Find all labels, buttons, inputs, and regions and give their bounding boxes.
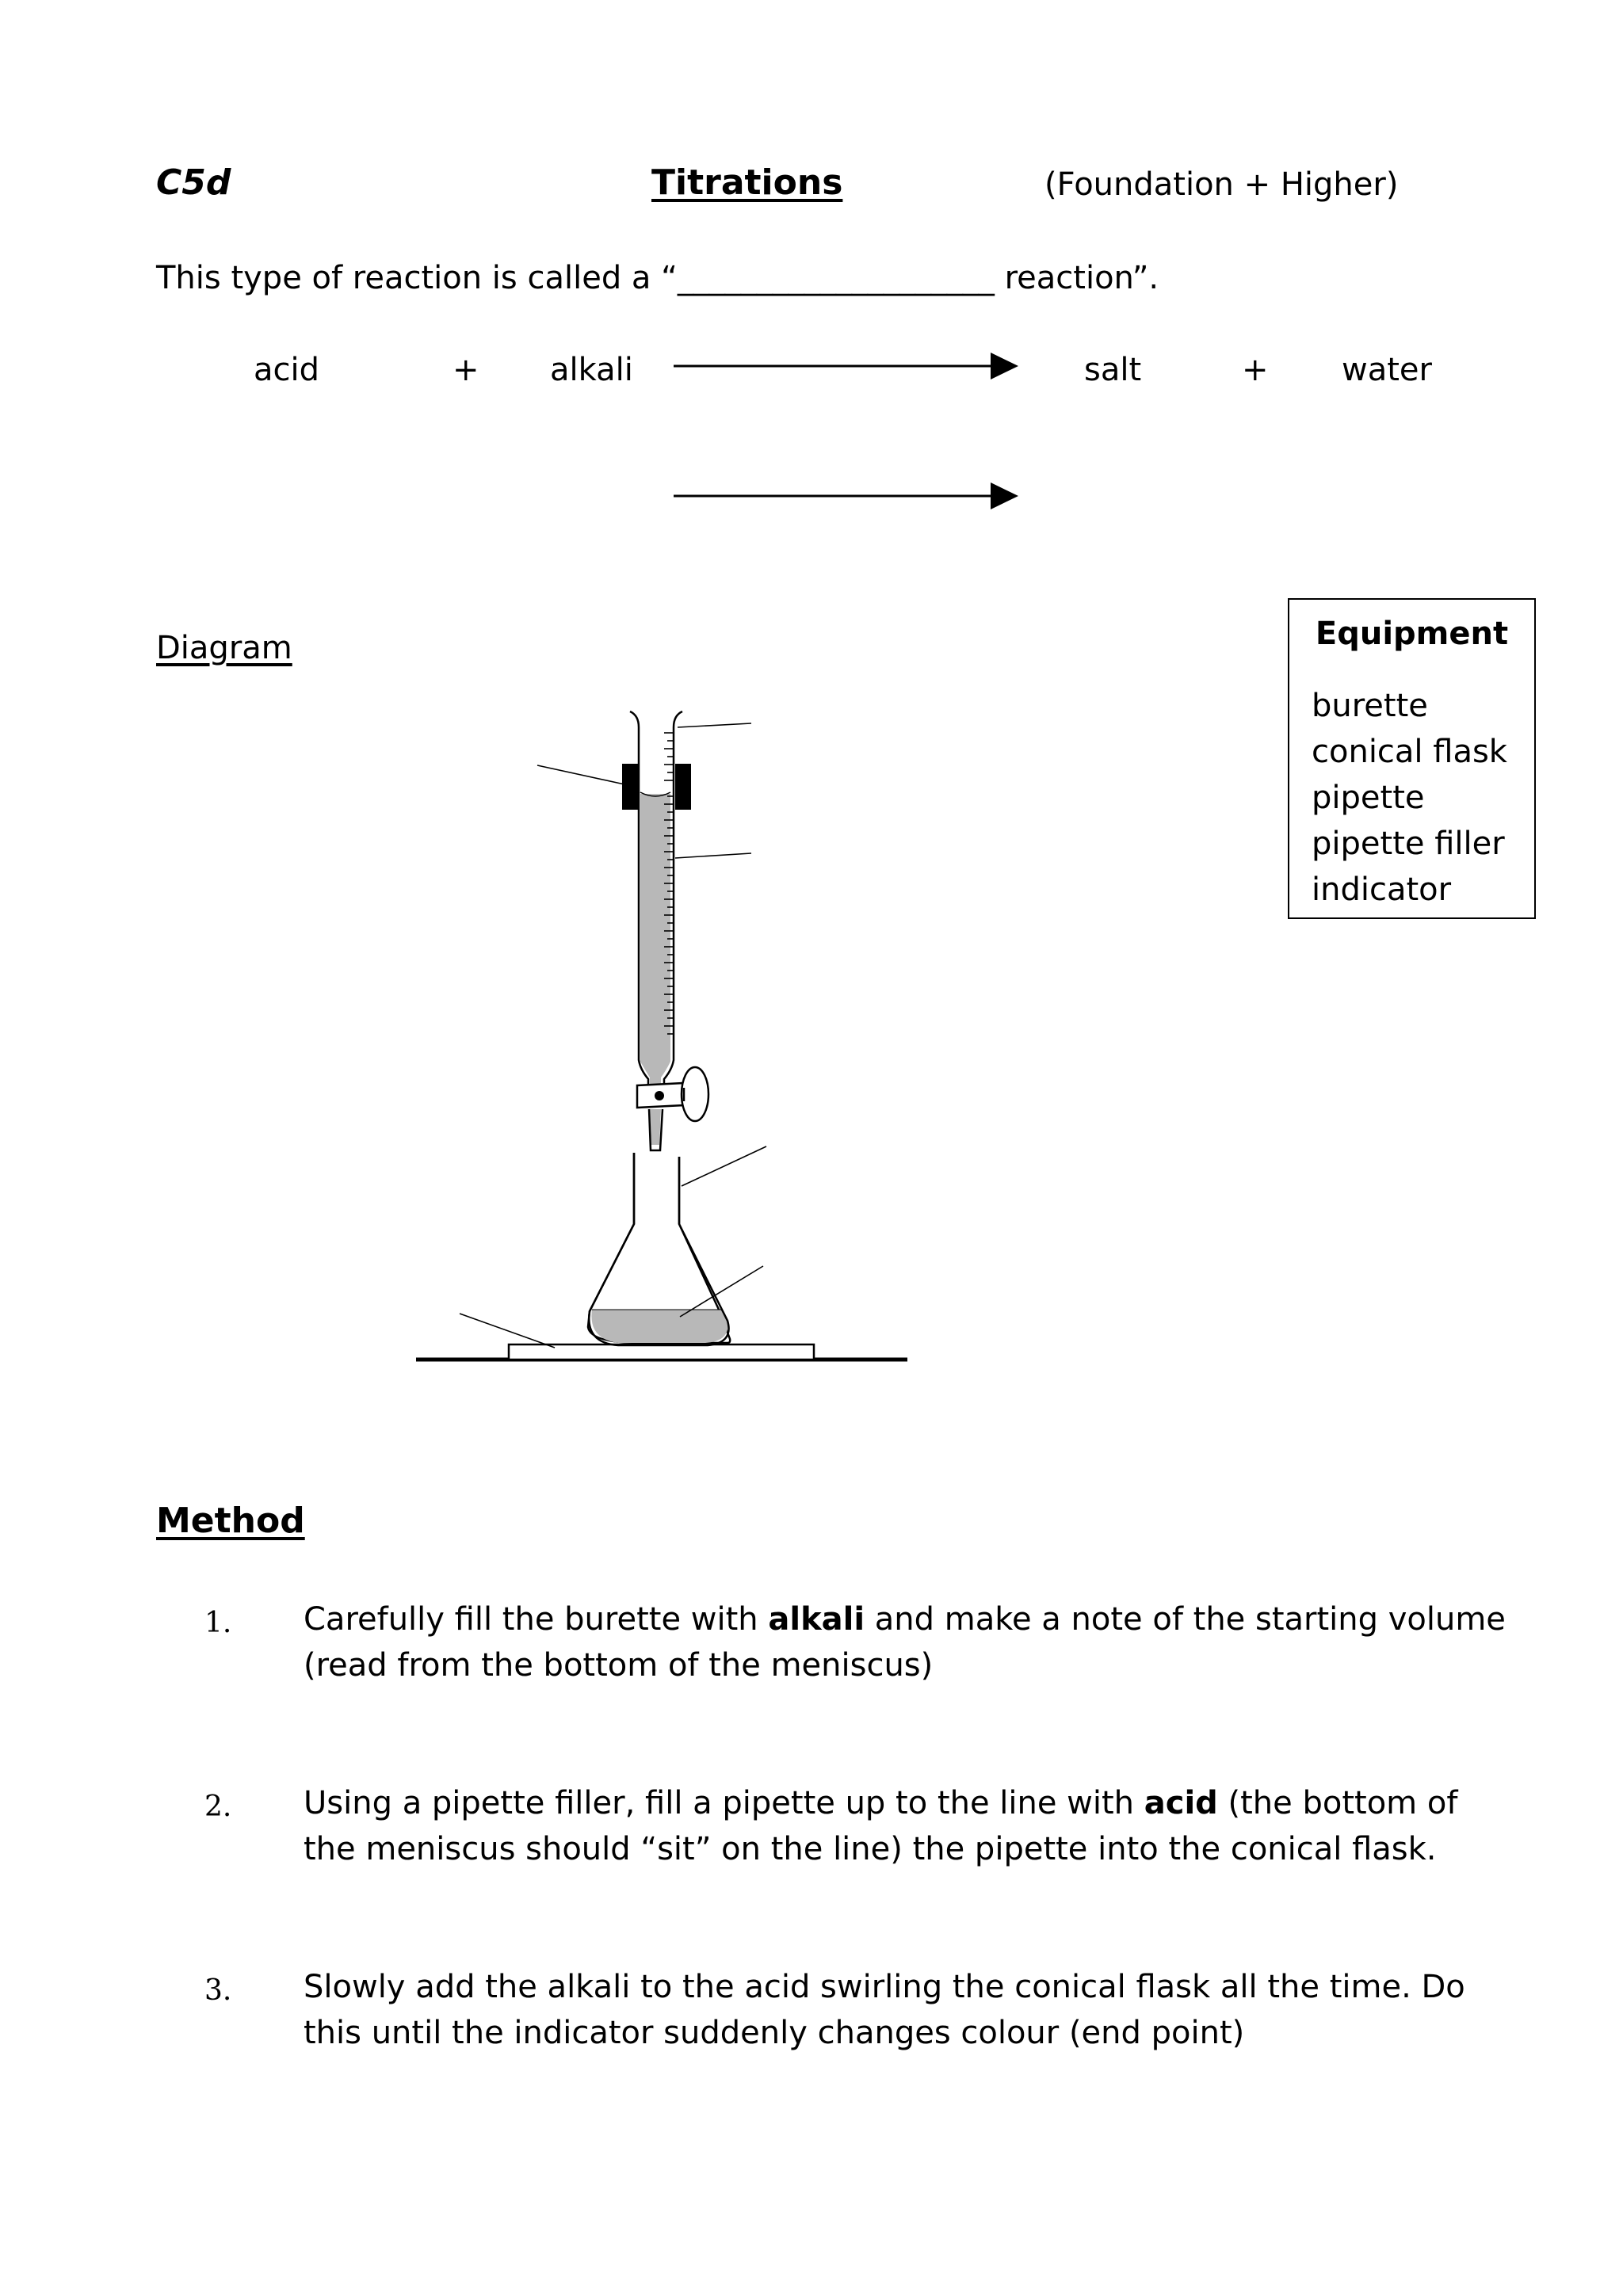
step-line: this until the indicator suddenly changes colour (end point) bbox=[304, 2015, 1245, 2051]
white-tile bbox=[509, 1344, 814, 1360]
level-label: (Foundation + Higher) bbox=[1044, 166, 1399, 203]
equipment-item: pipette filler bbox=[1312, 826, 1505, 862]
reaction-arrow-icon bbox=[674, 482, 1018, 509]
step-number: 3. bbox=[204, 1974, 232, 2007]
reaction-type-question: This type of reaction is called a “____________________ reaction”. bbox=[156, 260, 1159, 296]
label-line bbox=[682, 1146, 766, 1186]
step-line bbox=[304, 1780, 1457, 1826]
diagram-heading: Diagram bbox=[156, 630, 292, 666]
step-keyword: acid bbox=[1144, 1785, 1218, 1821]
equipment-item: pipette bbox=[1312, 780, 1425, 816]
step-text: Slowly add the alkali to the acid swirling the conical flask all the time. Do bbox=[304, 1969, 1465, 2005]
plus-sign: + bbox=[1242, 352, 1269, 388]
topic-code: C5d bbox=[156, 162, 231, 203]
product-salt: salt bbox=[1084, 352, 1142, 388]
plus-sign: + bbox=[453, 352, 479, 388]
step-line bbox=[304, 1596, 1506, 1642]
step-line bbox=[304, 1964, 1465, 2010]
burette-tap bbox=[637, 1067, 708, 1121]
step-keyword: alkali bbox=[768, 1601, 865, 1638]
step-number: 2. bbox=[204, 1791, 232, 1823]
label-line bbox=[678, 723, 751, 727]
step-number: 1. bbox=[204, 1607, 232, 1639]
step-line: (read from the bottom of the meniscus) bbox=[304, 1647, 934, 1684]
label-line bbox=[537, 765, 624, 784]
step-line: the meniscus should “sit” on the line) the pipette into the conical flask. bbox=[304, 1831, 1437, 1867]
method-heading: Method bbox=[156, 1501, 305, 1541]
equipment-item: indicator bbox=[1312, 871, 1452, 908]
conical-flask bbox=[588, 1153, 730, 1345]
equipment-item: conical flask bbox=[1312, 734, 1507, 770]
label-line bbox=[675, 853, 751, 858]
reactant-acid: acid bbox=[254, 352, 320, 388]
reaction-arrow-icon bbox=[674, 353, 1018, 379]
label-lines bbox=[460, 723, 766, 1348]
step-text: and make a note of the starting volume bbox=[865, 1601, 1506, 1638]
step-text: Using a pipette filler, fill a pipette up to the line with bbox=[304, 1785, 1144, 1821]
equipment-item: burette bbox=[1312, 688, 1428, 724]
product-water: water bbox=[1342, 352, 1432, 388]
step-text: (the bottom of bbox=[1217, 1785, 1458, 1821]
step-text: Carefully fill the burette with bbox=[304, 1601, 769, 1638]
label-line bbox=[460, 1314, 555, 1348]
equipment-title: Equipment bbox=[1315, 616, 1509, 652]
page-title: Titrations bbox=[651, 162, 843, 203]
reactant-alkali: alkali bbox=[550, 352, 633, 388]
